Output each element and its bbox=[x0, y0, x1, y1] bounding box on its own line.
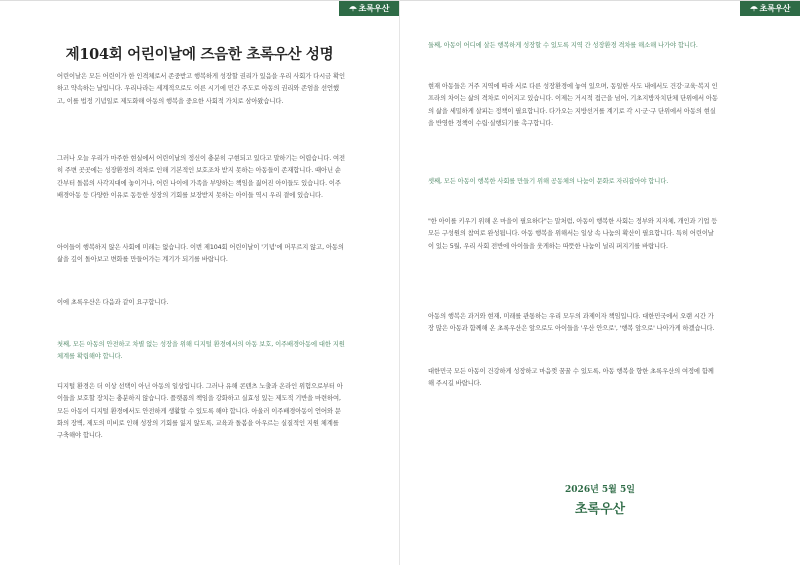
paragraph: "한 아이를 키우기 위해 온 마을이 필요하다"는 말처럼, 아동이 행복한 사회는 정부와 지자체, 개인과 기업 등 모든 구성원의 참여로 완성됩니다. 아동 행복을 위해서는 일상 속 나눔의 확산이 필요합니다. 특히 어린이날이 있는 5월, 우리 사회 전반에 아이들을 웃게하는 따뜻한 나눔이 널리 퍼지기를 바랍니다. bbox=[428, 218, 718, 250]
demand-heading: 셋째, 모든 아동이 행복한 사회를 만들기 위해 공동체의 나눔이 문화로 자리잡아야 합니다. bbox=[428, 178, 669, 185]
brand-badge bbox=[740, 1, 800, 16]
header-bar bbox=[0, 0, 399, 16]
paragraph: 이에 초록우산은 다음과 같이 요구합니다. bbox=[57, 299, 169, 306]
paragraph: 어린이날은 모든 어린이가 한 인격체로서 존중받고 행복하게 성장할 권리가 있음을 우리 사회가 다시금 확인하고 약속하는 날입니다. 우리나라는 세계적으로도 이른 시기에 민간 주도로 아동의 권리와 존엄을 선언했고, 이를 법정 기념일로 제도화해 아동의 행복을 중요한 사회적 가치로 삼아왔습니다. bbox=[57, 73, 345, 105]
paragraph: 아동의 행복은 과거와 현재, 미래를 관통하는 우리 모두의 과제이자 책임입니다. 대한민국에서 오랜 시간 가장 많은 아동과 함께해 온 초록우산은 앞으로도 아이들을 '우산 안으로', '행복 앞으로' 나아가게 하겠습니다. bbox=[428, 313, 715, 333]
demand-heading: 첫째, 모든 아동의 안전하고 차별 없는 성장을 위해 디지털 환경에서의 아동 보호, 이주배경아동에 대한 지원 체계를 확립해야 합니다. bbox=[57, 341, 345, 361]
statement-date: 2026년 5월 5일 bbox=[565, 485, 635, 495]
brand-name: 초록우산 bbox=[358, 4, 390, 13]
umbrella-icon bbox=[349, 5, 357, 12]
paragraph: 그러나 오늘 우리가 마주한 현실에서 어린이날의 정신이 충분히 구현되고 있다고 말하기는 어렵습니다. 여전히 주변 곳곳에는 성장환경의 격차로 인해 기본적인 보호조차 받지 못하는 아동들이 존재합니다. 때아닌 순간부터 돌봄의 사각지대에 놓이거나, 어린 나이에 가족을 부양하는 책임을 짊어진 아이들도 있습니다. 이주배경아동 등 다양한 이유로 동등한 성장의 기회를 보장받지 못하는 아이들 역시 우리 곁에 있습니다. bbox=[57, 155, 345, 199]
brand-name: 초록우산 bbox=[759, 4, 791, 13]
header-bar bbox=[400, 0, 800, 16]
paragraph: 아이들이 행복하지 않은 사회에 미래는 없습니다. 이번 제104회 어린이날이 '기념'에 머무르지 않고, 아동의 삶을 깊이 돌아보고 변화를 만들어가는 계기가 되기를 바랍니다. bbox=[57, 244, 344, 264]
paragraph: 대한민국 모든 아동이 건강하게 성장하고 마음껏 꿈꿀 수 있도록, 아동 행복을 향한 초록우산의 여정에 함께해 주시길 바랍니다. bbox=[428, 368, 714, 388]
paragraph: 디지털 환경은 더 이상 선택이 아닌 아동의 일상입니다. 그러나 유해 콘텐츠 노출과 온라인 위험으로부터 아이들을 보호할 장치는 충분하지 않습니다. 플랫폼의 책임을 강화하고 실효성 있는 제도적 기반을 마련하여, 모든 아동이 디지털 환경에서도 안전하게 생활할 수 있도록 해야 합니다. 아울러 이주배경아동이 언어와 문화의 장벽, 제도의 미비로 인해 성장의 기회를 잃지 않도록, 교육과 돌봄을 아우르는 실질적인 지원 체계를 구축해야 합니다. bbox=[57, 383, 343, 440]
signature: 초록우산 bbox=[574, 502, 626, 517]
paragraph: 현재 아동들은 거주 지역에 따라 서로 다른 성장환경에 놓여 있으며, 동일한 사도 내에서도 건강·교육·복지 인프라의 차이는 삶의 격차로 이어지고 있습니다. 이제는 거시적 접근을 넘어, 기초지방자치단체 단위에서 아동의 삶을 세밀하게 살피는 정책이 필요합니다. 다가오는 지방선거를 계기로 각 시·군·구 단위에서 아동의 현실을 반영한 정책이 수립·실행되기를 촉구합니다. bbox=[428, 83, 718, 127]
right-page bbox=[400, 0, 800, 565]
page-title: 제104회 어린이날에 즈음한 초록우산 성명 bbox=[65, 46, 334, 63]
brand-badge bbox=[339, 1, 399, 16]
umbrella-icon bbox=[750, 5, 758, 12]
demand-heading: 둘째, 아동이 어디에 살든 행복하게 성장할 수 있도록 지역 간 성장환경 격차를 해소해 나가야 합니다. bbox=[428, 42, 698, 49]
